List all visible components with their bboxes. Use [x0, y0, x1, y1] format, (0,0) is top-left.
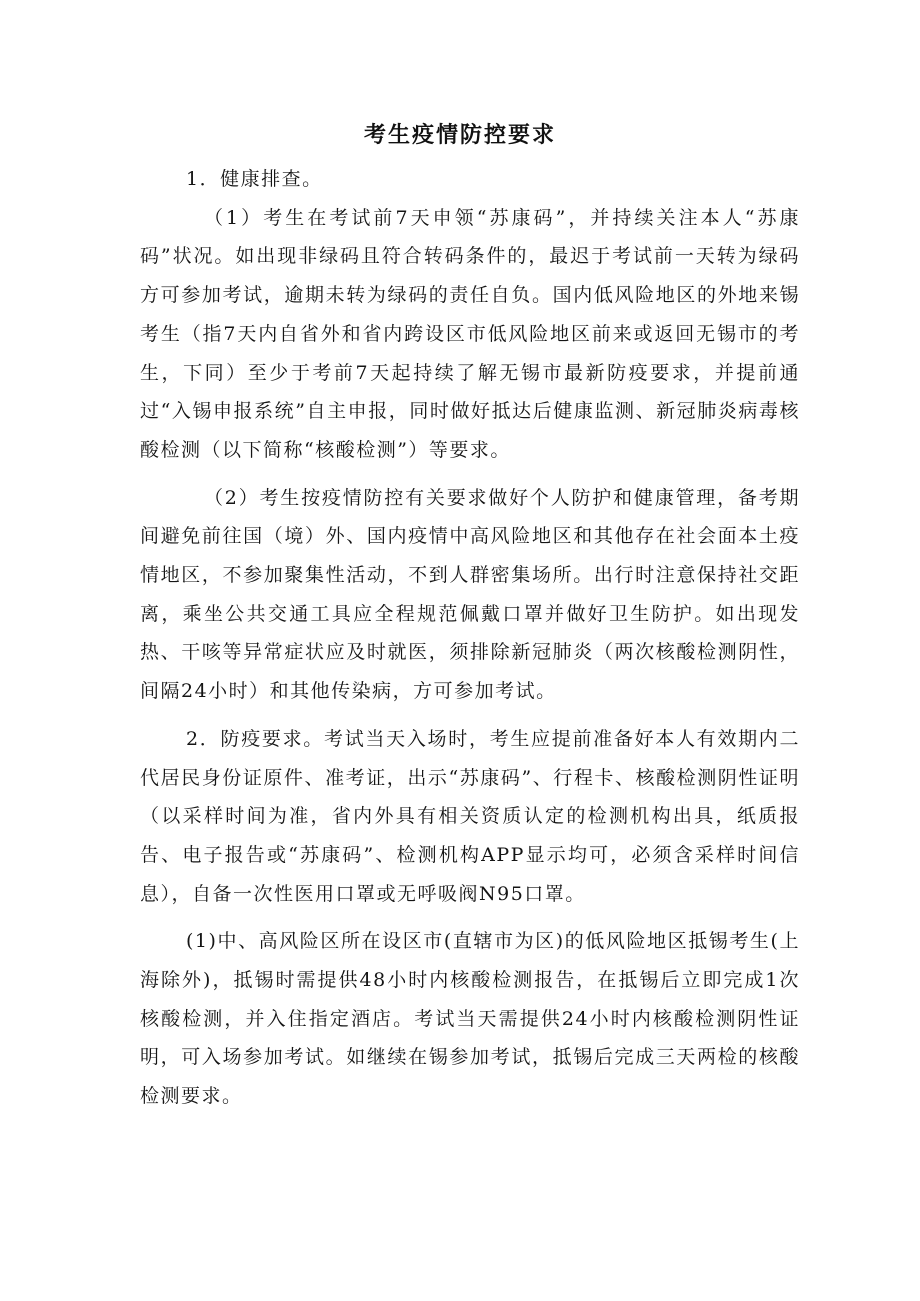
document-title: 考生疫情防控要求	[363, 123, 556, 148]
paragraph-medium-high-risk: (1)中、高风险区所在设区市(直辖市为区)的低风险地区抵锡考生(上海除外)，抵锡时需提供48小时内核酸检测报告，在抵锡后立即完成1次核酸检测，并入住指定酒店。考试当天需提供24小时内核酸检测阴性证明，可入场参加考试。如继续在锡参加考试，抵锡后完成三天两检的核酸检测要求。	[140, 930, 800, 1108]
paragraph-epidemic-requirements: 2．防疫要求。考试当天入场时，考生应提前准备好本人有效期内二代居民身份证原件、准考证，出示“苏康码”、行程卡、核酸检测阴性证明（以采样时间为准，省内外具有相关资质认定的检测机构出具，纸质报告、电子报告或“苏康码”、检测机构APP显示均可，必须含采样时间信息），自备一次性医用口罩或无呼吸阀N95口罩。	[140, 727, 800, 905]
paragraph-sukangma: （1）考生在考试前7天申领“苏康码”，并持续关注本人“苏康码”状况。如出现非绿码且符合转码条件的，最迟于考试前一天转为绿码方可参加考试，逾期未转为绿码的责任自负。国内低风险地区的外地来锡考生（指7天内自省外和省内跨设区市低风险地区前来或返回无锡市的考生，下同）至少于考前7天起持续了解无锡市最新防疫要求，并提前通过“入锡申报系统”自主申报，同时做好抵达后健康监测、新冠肺炎病毒核酸检测（以下简称“核酸检测”）等要求。	[140, 206, 800, 461]
paragraph-personal-protection: （2）考生按疫情防控有关要求做好个人防护和健康管理，备考期间避免前往国（境）外、国内疫情中高风险地区和其他存在社会面本土疫情地区，不参加聚集性活动，不到人群密集场所。出行时注意保持社交距离，乘坐公共交通工具应全程规范佩戴口罩并做好卫生防护。如出现发热、干咳等异常症状应及时就医，须排除新冠肺炎（两次核酸检测阴性，间隔24小时）和其他传染病，方可参加考试。	[140, 486, 800, 703]
document-body	[140, 160, 800, 1116]
section-heading-health-screening: 1．健康排查。	[186, 168, 323, 190]
